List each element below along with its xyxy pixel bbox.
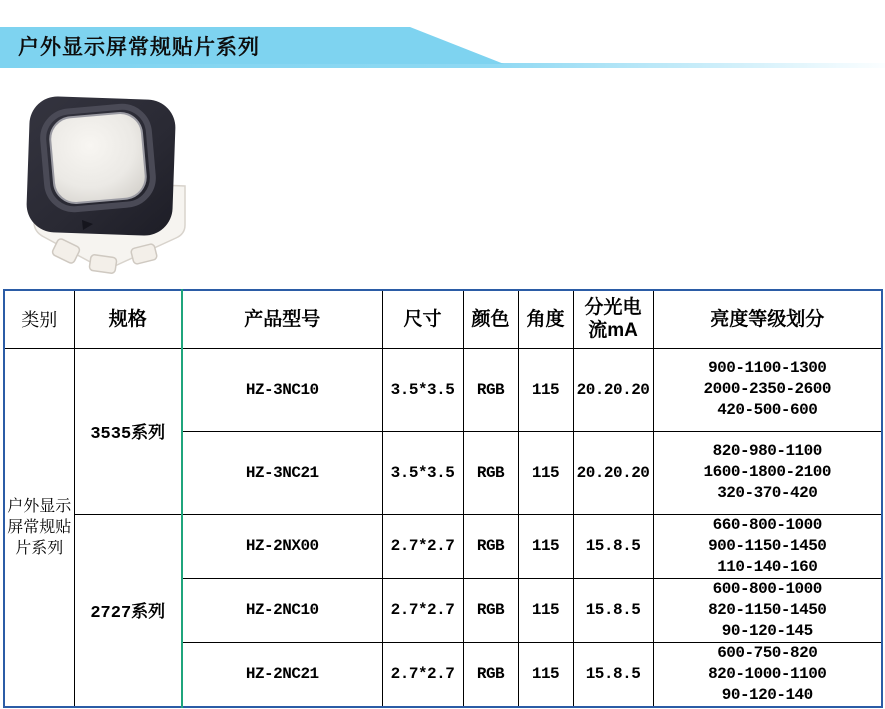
- angle-cell: 115: [518, 514, 573, 578]
- brightness-cell: [653, 642, 882, 707]
- table-row: [4, 348, 882, 431]
- model-cell: HZ-2NX00: [182, 514, 382, 578]
- angle-cell: 115: [518, 642, 573, 707]
- series-cell-2727: 2727系列: [74, 514, 182, 707]
- brightness-line: 90-120-140: [721, 685, 813, 704]
- col-header-current: [573, 290, 653, 348]
- series-cell-3535: 3535系列: [74, 348, 182, 514]
- brightness-line: 660-800-1000: [712, 515, 822, 534]
- current-cell: 15.8.5: [573, 642, 653, 707]
- table-row: [4, 514, 882, 578]
- brightness-cell: [653, 514, 882, 578]
- brightness-cell: [653, 431, 882, 514]
- brightness-line: 320-370-420: [717, 484, 818, 502]
- col-header-size: 尺寸: [382, 290, 463, 348]
- led-product-photo: [20, 94, 198, 282]
- col-header-spec: 规格: [74, 290, 182, 348]
- current-cell: 20.20.20: [573, 348, 653, 431]
- color-cell: RGB: [463, 642, 518, 707]
- model-cell: HZ-3NC21: [182, 431, 382, 514]
- brightness-line: 2000-2350-2600: [703, 380, 831, 398]
- size-cell: 2.7*2.7: [382, 578, 463, 642]
- col-header-category: 类别: [4, 290, 74, 348]
- brightness-line: 110-140-160: [717, 557, 818, 576]
- color-cell: RGB: [463, 348, 518, 431]
- brightness-cell: [653, 578, 882, 642]
- angle-cell: 115: [518, 348, 573, 431]
- spec-table: [3, 289, 883, 708]
- color-cell: RGB: [463, 431, 518, 514]
- color-cell: RGB: [463, 578, 518, 642]
- brightness-line: 900-1150-1450: [708, 536, 827, 555]
- table-header-row: [4, 290, 882, 348]
- size-cell: 2.7*2.7: [382, 642, 463, 707]
- color-cell: RGB: [463, 514, 518, 578]
- col-header-brightness: 亮度等级划分: [653, 290, 882, 348]
- angle-cell: 115: [518, 431, 573, 514]
- brightness-line: 420-500-600: [717, 401, 818, 419]
- size-cell: 3.5*3.5: [382, 431, 463, 514]
- brightness-line: 820-980-1100: [712, 442, 822, 460]
- brightness-cell: [653, 348, 882, 431]
- size-cell: 2.7*2.7: [382, 514, 463, 578]
- brightness-line: 90-120-145: [721, 621, 813, 640]
- angle-cell: 115: [518, 578, 573, 642]
- col-header-current-line1: 分光电: [584, 297, 642, 319]
- brightness-line: 900-1100-1300: [708, 359, 827, 377]
- model-cell: HZ-2NC21: [182, 642, 382, 707]
- led-lens: [48, 111, 147, 205]
- brightness-line: 820-1150-1450: [708, 600, 827, 619]
- size-cell: 3.5*3.5: [382, 348, 463, 431]
- model-cell: HZ-2NC10: [182, 578, 382, 642]
- current-cell: 15.8.5: [573, 514, 653, 578]
- col-header-current-line2: 流mA: [588, 320, 638, 342]
- brightness-line: 820-1000-1100: [708, 664, 827, 683]
- page-title: 户外显示屏常规贴片系列: [18, 36, 260, 59]
- brightness-line: 1600-1800-2100: [703, 463, 831, 481]
- col-header-color: 颜色: [463, 290, 518, 348]
- brightness-line: 600-750-820: [717, 643, 818, 662]
- col-header-model: 产品型号: [182, 290, 382, 348]
- current-cell: 20.20.20: [573, 431, 653, 514]
- brightness-line: 600-800-1000: [712, 579, 822, 598]
- category-cell: 户外显示屏常规贴片系列: [4, 348, 74, 707]
- model-cell: HZ-3NC10: [182, 348, 382, 431]
- col-header-angle: 角度: [518, 290, 573, 348]
- current-cell: 15.8.5: [573, 578, 653, 642]
